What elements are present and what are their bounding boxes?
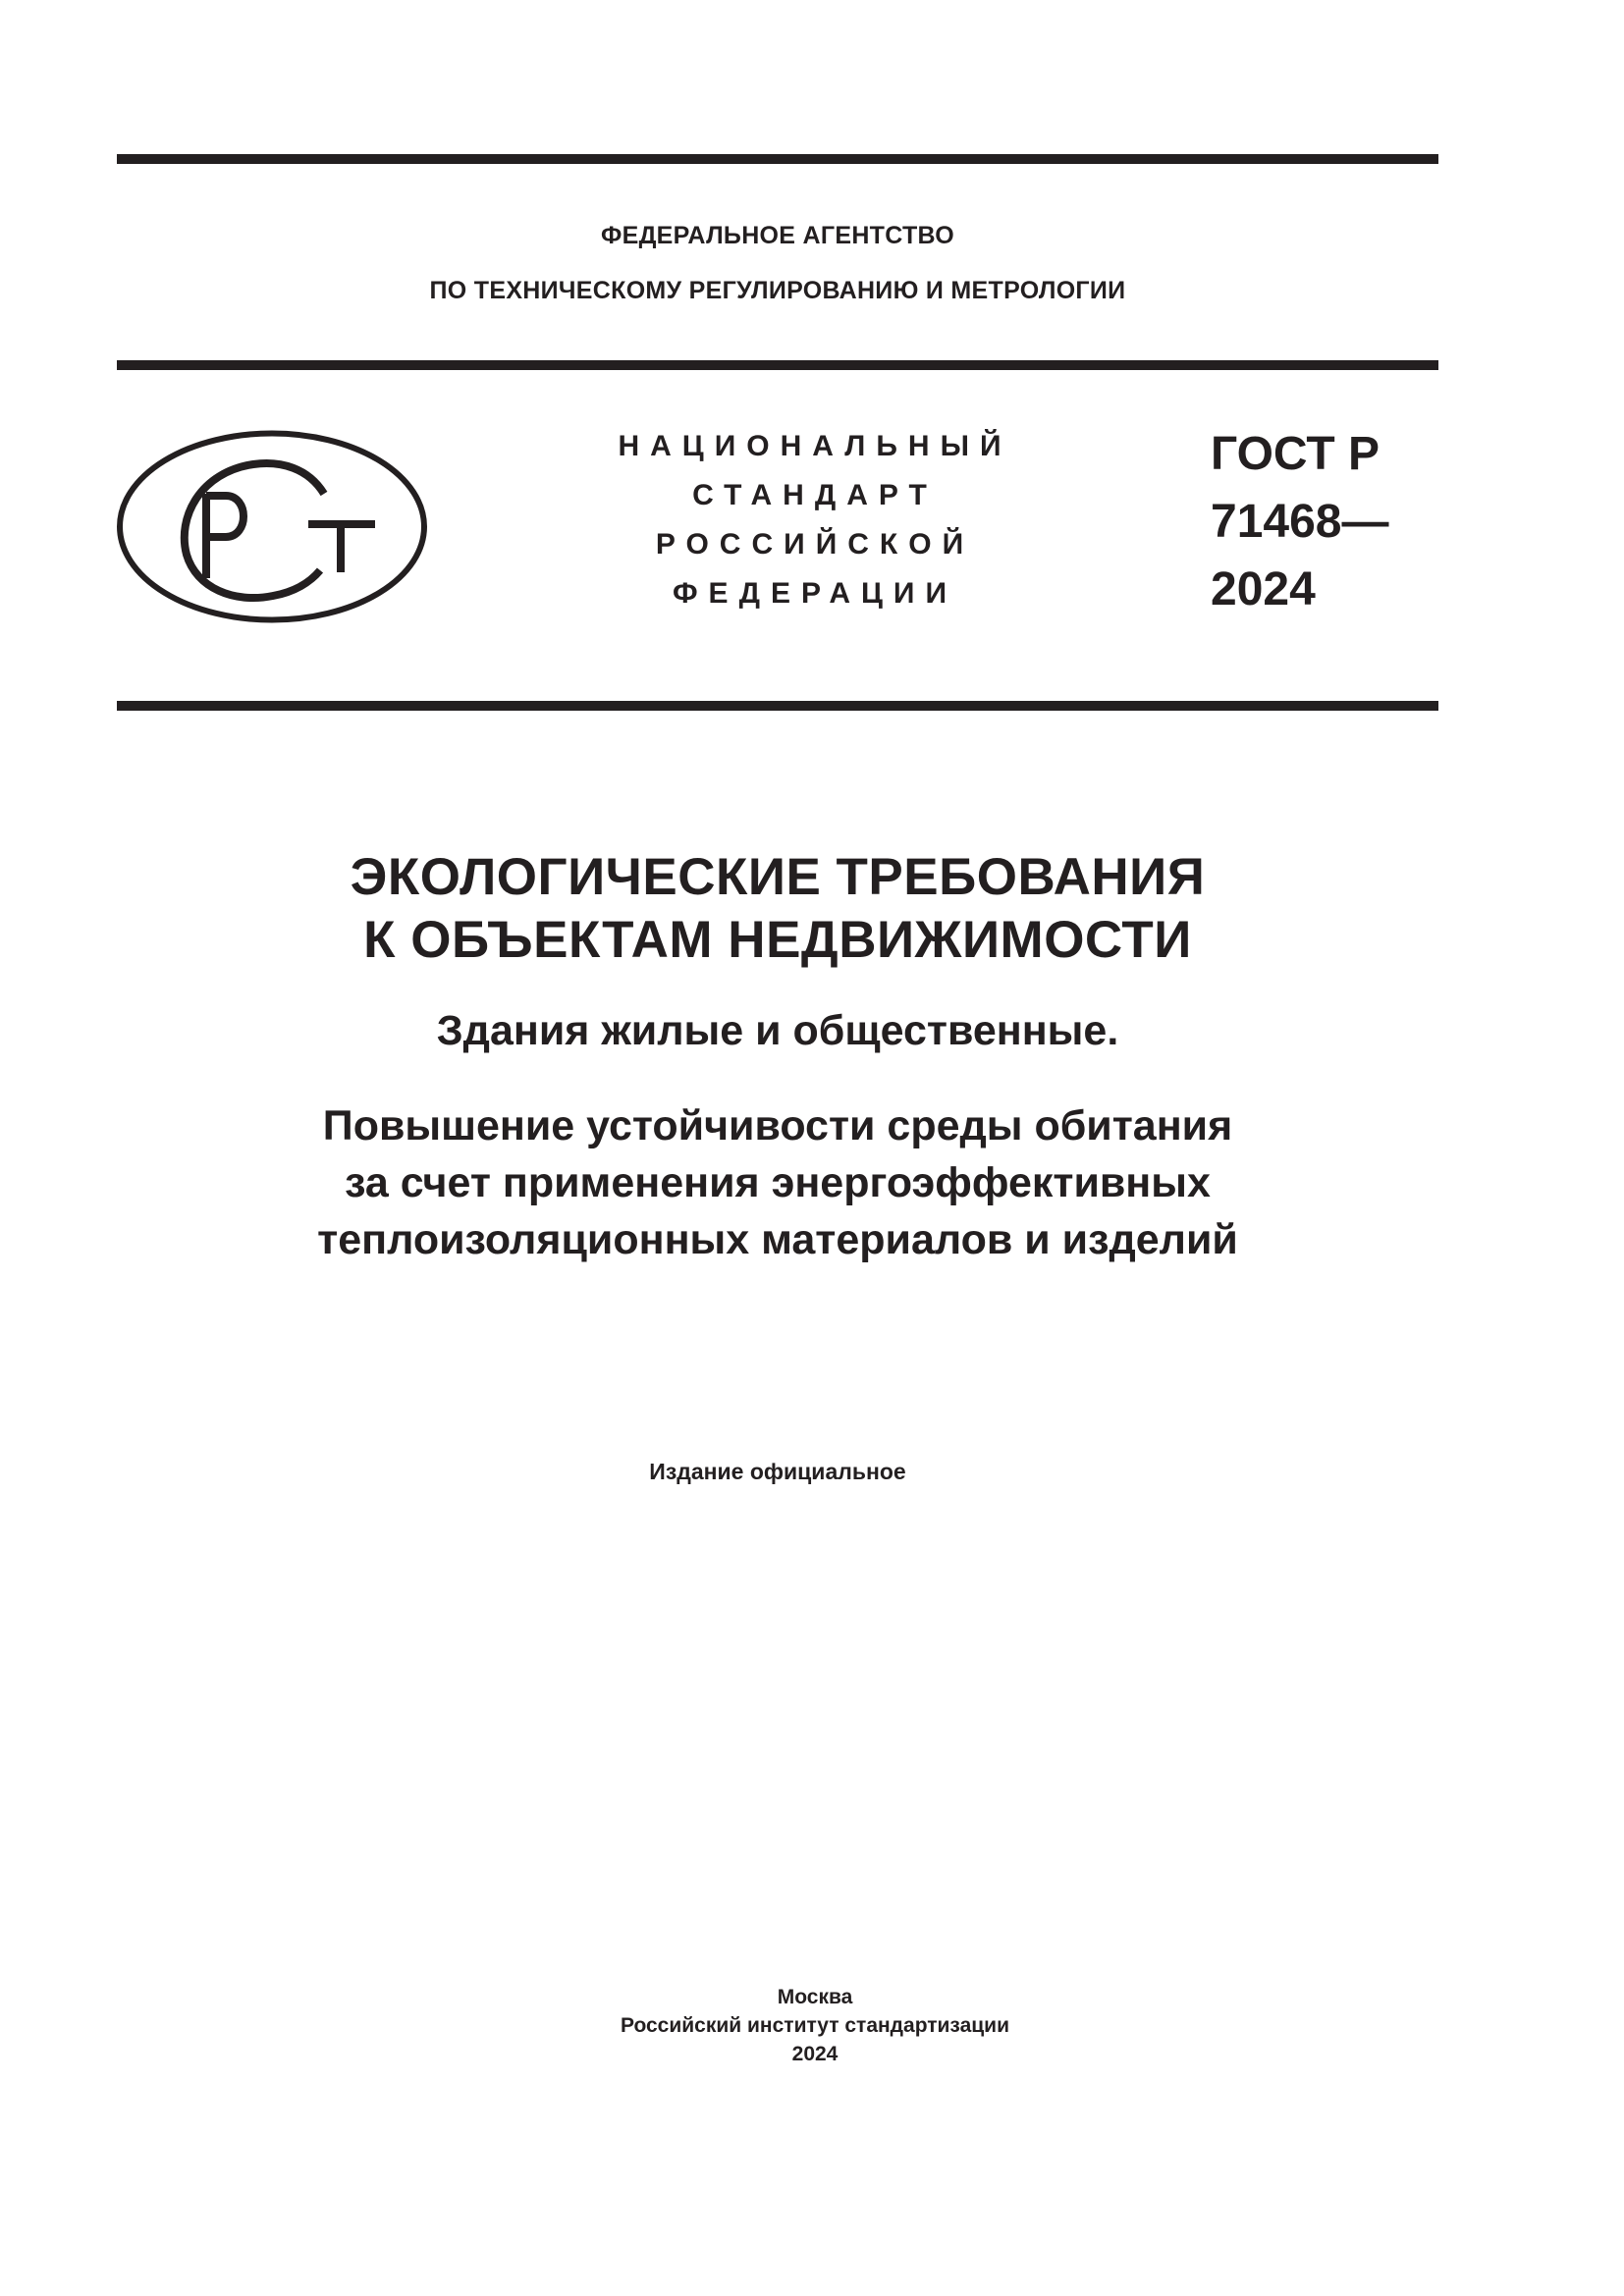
agency-name-line1: ФЕДЕРАЛЬНОЕ АГЕНТСТВО — [600, 222, 955, 249]
designation-line3: 2024 — [1211, 563, 1316, 615]
designation-line1: ГОСТ Р — [1211, 428, 1380, 480]
subtitle-topic-line3: теплоизоляционных материалов и изделий — [317, 1216, 1238, 1263]
standard-type-line3: РОССИЙСКОЙ — [655, 528, 975, 561]
standard-designation — [1211, 420, 1388, 623]
edition-note: Издание официальное — [649, 1459, 906, 1484]
header-bottom-rule — [117, 701, 1438, 711]
subtitle-topic-line1: Повышение устойчивости среды обитания — [322, 1102, 1233, 1149]
standard-type-line1: НАЦИОНАЛЬНЫЙ — [618, 430, 1012, 462]
header-rule — [117, 360, 1438, 370]
main-title — [117, 846, 1438, 972]
imprint-year: 2024 — [791, 2043, 839, 2065]
standard-type-line2: СТАНДАРТ — [692, 479, 938, 511]
subtitle-buildings: Здания жилые и общественные. — [436, 1007, 1119, 1054]
main-title-line2: К ОБЪЕКТАМ НЕДВИЖИМОСТИ — [363, 911, 1192, 969]
standard-type-line4: ФЕДЕРАЦИИ — [672, 577, 958, 610]
imprint-publisher: Российский институт стандартизации — [620, 2014, 1010, 2037]
rst-mark-icon — [116, 429, 428, 624]
imprint-city: Москва — [777, 1986, 853, 2008]
designation-line2: 71468— — [1211, 496, 1389, 548]
standard-type — [589, 422, 1041, 618]
imprint — [373, 1983, 1257, 2068]
subtitle-topic — [117, 1097, 1438, 1268]
top-rule — [117, 154, 1438, 164]
main-title-line1: ЭКОЛОГИЧЕСКИЕ ТРЕБОВАНИЯ — [350, 848, 1206, 906]
document-title — [117, 846, 1438, 1268]
agency-name-line2: ПО ТЕХНИЧЕСКОМУ РЕГУЛИРОВАНИЮ И МЕТРОЛОГИИ — [429, 277, 1126, 304]
subtitle-topic-line2: за счет применения энергоэффективных — [345, 1159, 1211, 1206]
